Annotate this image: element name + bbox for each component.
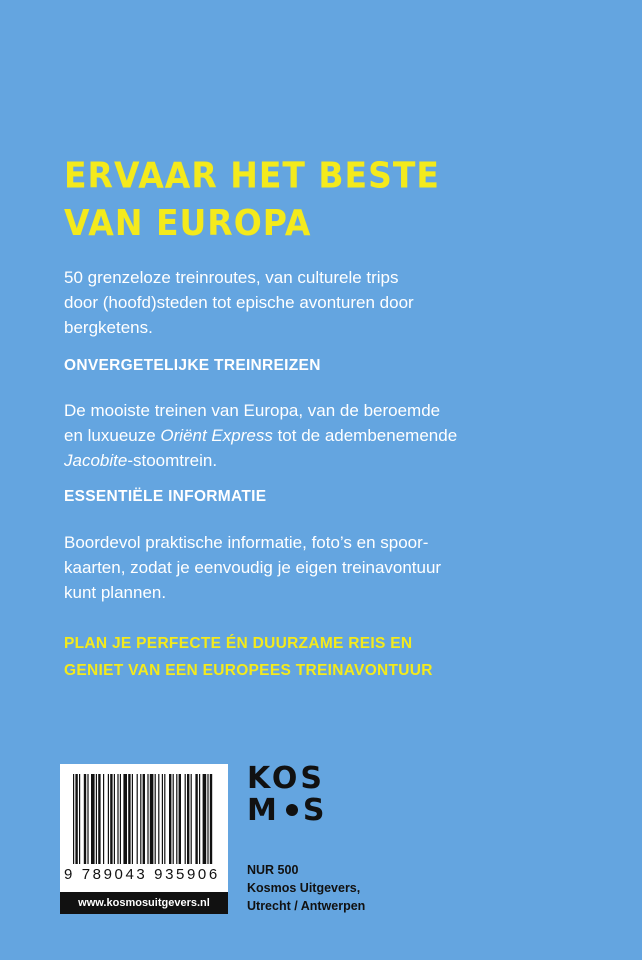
barcode-bar [114,774,115,864]
barcode-bar [143,774,145,864]
barcode-bar [199,774,200,864]
nur-code: NUR 500 [247,863,299,877]
barcode-bar [187,774,189,864]
barcode-bars [73,774,215,866]
barcode-bar [195,774,197,864]
barcode-bar [91,774,95,864]
kosmos-logo [247,761,328,828]
barcode-bar [185,774,186,864]
isbn-barcode [60,764,228,914]
barcode-bar [147,774,148,864]
barcode-bar [158,774,159,864]
orient-express-italic: Oriënt Express [160,426,273,445]
barcode-bar [120,774,121,864]
intro-paragraph [64,265,494,340]
section-treinreizen-paragraph [64,398,494,473]
barcode-bar [173,774,174,864]
barcode-bar [84,774,86,864]
barcode-bar [98,774,100,864]
barcode-bar [137,774,138,864]
logo-row-2 [247,793,328,828]
text-run: -stoomtrein. [127,451,218,470]
barcode-bar [207,774,208,864]
publisher-name: Kosmos Uitgevers, [247,881,361,895]
barcode-bar [117,774,118,864]
headline [64,152,564,247]
barcode-bar [75,774,77,864]
logo-row-1: KOS [247,761,326,796]
barcode-bar [79,774,80,864]
intro-line: bergketens. [64,318,153,337]
barcode-bar [162,774,163,864]
barcode-bar [164,774,165,864]
paragraph-line: kaarten, zodat je eenvoudig je eigen treinavontuur [64,558,442,577]
barcode-bar [191,774,192,864]
barcode-bar [73,774,74,864]
tagline-line-1: PLAN JE PERFECTE ÉN DUURZAME REIS EN [64,635,413,652]
section-informatie-paragraph [64,530,494,605]
intro-line: 50 grenzeloze treinroutes, van culturele trips [64,268,399,287]
publisher-location: Utrecht / Antwerpen [247,899,366,913]
barcode-bar [179,774,181,864]
paragraph-line: kunt plannen. [64,583,167,602]
barcode-bar [150,774,154,864]
barcode-digits: 9 789043 935906 [64,866,220,883]
barcode-bar [123,774,127,864]
barcode-bar [103,774,104,864]
publisher-url: www.kosmosuitgevers.nl [60,892,228,914]
barcode-bar [96,774,97,864]
barcode-bar [128,774,130,864]
barcode-bar [176,774,177,864]
barcode-bar [110,774,112,864]
tagline [64,630,433,684]
text-run: tot de adembenemende [272,426,458,445]
section-heading-informatie: ESSENTIËLE INFORMATIE [64,488,267,505]
barcode-bar [108,774,109,864]
headline-line-1: ERVAAR HET BESTE [64,154,440,197]
paragraph-line: De mooiste treinen van Europa, van de beroemde [64,401,441,420]
logo-letter: M [247,793,280,828]
barcode-bar [87,774,88,864]
barcode-bar [155,774,156,864]
barcode-bar [203,774,207,864]
barcode-bar [210,774,212,864]
tagline-line-2: GENIET VAN EEN EUROPEES TREINAVONTUUR [64,662,433,679]
publisher-info [247,861,365,915]
barcode-bar [140,774,141,864]
logo-letter: S [302,793,328,828]
paragraph-line [64,423,494,448]
paragraph-line [64,448,494,473]
paragraph-line: Boordevol praktische informatie, foto’s en spoor- [64,533,429,552]
text-run: en luxueuze [64,426,161,445]
headline-line-2: VAN EUROPA [64,201,312,244]
logo-dot-icon [286,804,298,816]
section-heading-treinreizen: ONVERGETELIJKE TREINREIZEN [64,357,321,374]
barcode-bar [169,774,171,864]
barcode-bar [132,774,133,864]
intro-line: door (hoofd)steden tot epische avonturen door [64,293,414,312]
jacobite-italic: Jacobite [64,451,128,470]
